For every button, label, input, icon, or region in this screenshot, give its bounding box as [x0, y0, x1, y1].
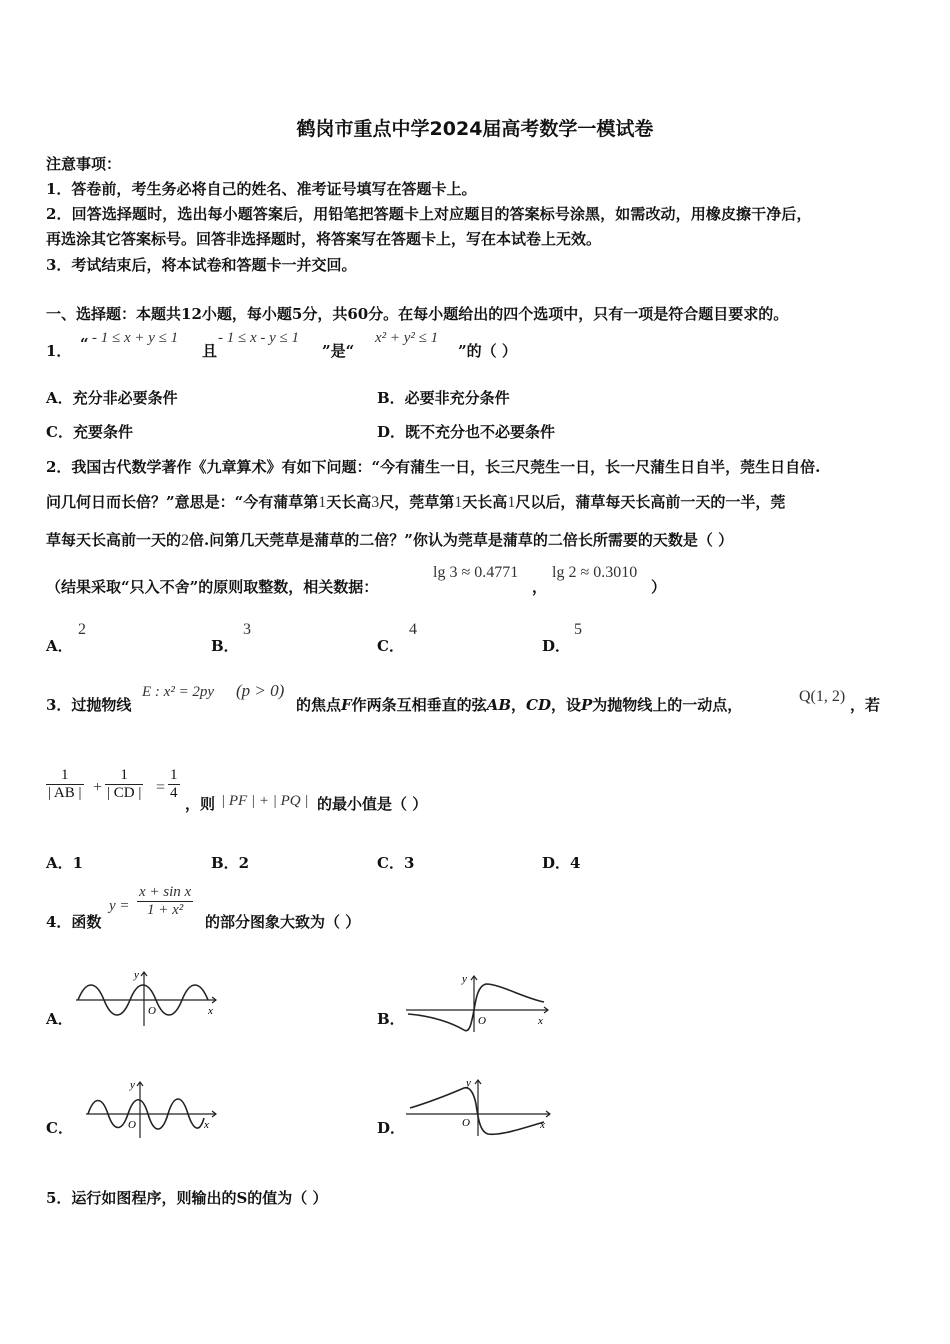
- q2-comma: ，: [532, 578, 548, 596]
- section-heading: 一、选择题：本题共12小题，每小题5分，共60分。在每小题给出的四个选项中，只有一项是符合题目要求的。: [46, 305, 789, 323]
- q1-number: 1．: [46, 342, 72, 360]
- q3-option-b: B．2: [211, 854, 250, 872]
- q3-ask: 的最小值是（ ）: [317, 795, 428, 813]
- q3-equals: =: [156, 779, 166, 796]
- q4-option-c-label: C．: [46, 1119, 73, 1137]
- q3-fraction-ab-den: | AB |: [48, 785, 82, 801]
- q3-var-f: F: [341, 696, 352, 714]
- q2-option-d-value: 5: [574, 621, 582, 638]
- q3-number: 3．过抛物线: [46, 696, 132, 714]
- origin-label: O: [148, 1005, 156, 1017]
- q3-fraction-ab: [46, 767, 84, 802]
- q5-text: 5．运行如图程序，则输出的S的值为（ ）: [46, 1189, 328, 1207]
- q2-number: 1: [454, 494, 463, 511]
- q1-quote-mid: ”是“: [322, 342, 355, 360]
- q3-var-cd: CD: [526, 696, 551, 714]
- q2-option-c-label: C．: [377, 637, 404, 655]
- q2-number: 3: [371, 494, 380, 511]
- q4-graph-a: [74, 966, 224, 1030]
- q3-option-d: D．4: [542, 854, 581, 872]
- q1-option-c: C．充要条件: [46, 423, 133, 441]
- q2-text: 尺，莞草第: [379, 493, 455, 511]
- origin-label: O: [478, 1015, 486, 1027]
- q1-option-d: D．既不充分也不必要条件: [377, 423, 556, 441]
- y-label: y: [466, 1077, 471, 1089]
- q2-option-b-label: B．: [211, 637, 239, 655]
- y-label: y: [462, 973, 467, 985]
- q4-number: 4．函数: [46, 913, 102, 931]
- q4-ask: 的部分图象大致为（ ）: [205, 913, 361, 931]
- q2-option-b-value: 3: [243, 621, 251, 638]
- notice-item-3: 3．考试结束后，将本试卷和答题卡一并交回。: [46, 256, 357, 274]
- q4-function-numerator: x + sin x: [139, 884, 192, 900]
- notice-item-2b: 再选涂其它答案标号。回答非选择题时，将答案写在答题卡上，写在本试卷上无效。: [46, 230, 602, 248]
- q3-fraction-cd-num: 1: [105, 767, 143, 785]
- q4-graph-c: [84, 1076, 224, 1140]
- q3-fraction-cd: [105, 767, 143, 802]
- q3-text-3: ，设: [550, 696, 581, 714]
- q2-text: 尺以后，蒲草每天长高前一天的一半，莞: [515, 493, 786, 511]
- q2-close: ）: [651, 578, 667, 596]
- q2-option-d-label: D．: [542, 637, 571, 655]
- q3-plus: +: [93, 779, 103, 796]
- q3-text-2: 作两条互相垂直的弦: [351, 696, 487, 714]
- q2-line-3: [46, 529, 733, 550]
- origin-label: O: [462, 1117, 470, 1129]
- q3-expression: | PF | + | PQ |: [221, 793, 309, 809]
- q3-fraction-quarter: [168, 767, 180, 802]
- origin-label: O: [128, 1119, 136, 1131]
- q4-function-denominator: 1 + x²: [146, 902, 184, 918]
- q1-option-b: B．必要非充分条件: [377, 389, 510, 407]
- q3-point-q: Q(1, 2): [799, 688, 846, 705]
- x-label: x: [204, 1119, 209, 1131]
- q3-fraction-quarter-num: 1: [170, 767, 178, 783]
- q2-text: 倍.问第几天莞草是蒲草的二倍？”你认为莞草是蒲草的二倍长所需要的天数是（ ）: [189, 531, 734, 549]
- q3-var-ab: AB: [486, 696, 512, 714]
- x-label: x: [538, 1015, 543, 1027]
- q3-fraction-cd-den: | CD |: [107, 785, 142, 801]
- q2-number: 2: [181, 532, 190, 549]
- q1-condition-2: - 1 ≤ x - y ≤ 1: [218, 330, 300, 346]
- q4-option-a-label: A．: [46, 1010, 73, 1028]
- q4-graph-d: [404, 1074, 554, 1138]
- curve: [410, 1088, 544, 1135]
- notice-item-2a: 2．回答选择题时，选出每小题答案后，用铅笔把答题卡上对应题目的答案标号涂黑，如需改动，用橡皮擦干净后，: [46, 205, 812, 223]
- q1-condition-1: - 1 ≤ x + y ≤ 1: [92, 330, 179, 346]
- q1-and: 且: [202, 342, 218, 360]
- q1-option-a: A．充分非必要条件: [46, 389, 178, 407]
- q3-var-p: P: [581, 696, 593, 714]
- q3-then: ，则: [185, 795, 216, 813]
- q2-option-c-value: 4: [409, 621, 417, 638]
- q3-fraction-ab-num: 1: [46, 767, 84, 785]
- q2-number: 1: [318, 494, 327, 511]
- q2-text: 天长高: [462, 493, 508, 511]
- q3-condition: (p > 0): [236, 681, 285, 700]
- q4-option-d-label: D．: [377, 1119, 406, 1137]
- q4-y-equals: y =: [109, 898, 130, 914]
- q4-function-fraction: [137, 884, 193, 919]
- q2-text: 天长高: [326, 493, 372, 511]
- q4-graph-b: [404, 970, 554, 1034]
- y-label: y: [130, 1079, 135, 1091]
- q3-option-a: A．1: [46, 854, 84, 872]
- q2-text: 问几何日而长倍？”意思是：“今有蒲草第: [46, 493, 319, 511]
- q2-line-2: [46, 491, 785, 512]
- q2-lg3: lg 3 ≈ 0.4771: [433, 564, 519, 581]
- curve: [408, 984, 544, 1031]
- q3-text: [296, 694, 742, 715]
- q4-option-b-label: B．: [377, 1010, 405, 1028]
- q3-option-c: C．3: [377, 854, 415, 872]
- q3-text-4: 为抛物线上的一动点，: [592, 696, 743, 714]
- q2-lg2: lg 2 ≈ 0.3010: [552, 564, 638, 581]
- q2-text: 草每天长高前一天的: [46, 531, 182, 549]
- y-label: y: [134, 969, 139, 981]
- q3-comma: ，: [511, 696, 527, 714]
- q1-condition-3: x² + y² ≤ 1: [375, 330, 439, 346]
- q2-number: 1: [507, 494, 516, 511]
- page-title: 鹤岗市重点中学2024届高考数学一模试卷: [296, 118, 654, 140]
- q2-line-1: 2．我国古代数学著作《九章算术》有如下问题：“今有蒲生一日，长三尺莞生一日，长一尺蒲生日自半，莞生日自倍.: [46, 458, 821, 476]
- q1-quote-open: “: [80, 335, 89, 353]
- x-label: x: [540, 1119, 545, 1131]
- q3-fraction-quarter-den: 4: [170, 785, 178, 801]
- x-label: x: [208, 1005, 213, 1017]
- q3-text-5: ，若: [850, 696, 881, 714]
- q3-text-1: 的焦点: [296, 696, 342, 714]
- q1-question-end: ”的（ ）: [458, 342, 517, 360]
- q3-parabola: E : x² = 2py: [142, 684, 215, 700]
- q2-line-4: （结果采取“只入不舍”的原则取整数，相关数据：: [46, 578, 379, 596]
- q2-option-a-label: A．: [46, 637, 73, 655]
- notice-item-1: 1．答卷前，考生务必将自己的姓名、准考证号填写在答题卡上。: [46, 180, 477, 198]
- q2-option-a-value: 2: [78, 621, 86, 638]
- notice-heading: 注意事项：: [46, 155, 122, 173]
